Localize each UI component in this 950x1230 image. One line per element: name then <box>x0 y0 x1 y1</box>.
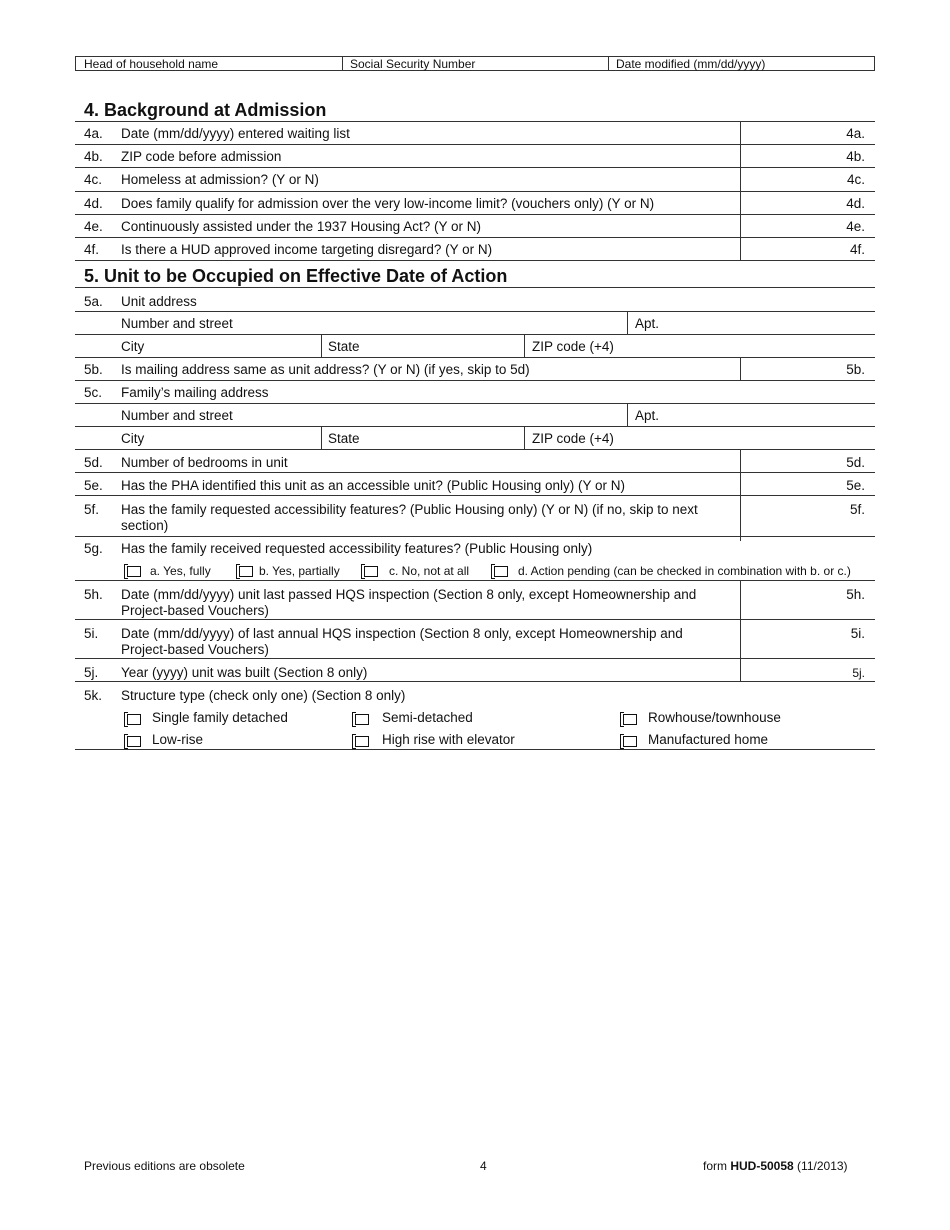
answer-field[interactable]: 4d. <box>846 196 865 211</box>
divider <box>75 536 875 537</box>
structure-type-label: Structure type (check only one) (Section 8 only) <box>121 688 406 703</box>
divider <box>75 357 875 358</box>
checkbox-semi-detached[interactable] <box>355 714 369 725</box>
row-number: 4a. <box>84 126 103 141</box>
answer-field[interactable]: 4c. <box>846 172 865 187</box>
row-number: 5b. <box>84 362 103 377</box>
bedrooms-field[interactable]: 5d. <box>846 455 865 470</box>
question-label: Continuously assisted under the 1937 Housing Act? (Y or N) <box>121 219 481 234</box>
unit-apt-field[interactable]: Apt. <box>635 316 660 331</box>
divider <box>75 495 875 496</box>
form-id: HUD-50058 <box>730 1159 794 1173</box>
row-number: 4d. <box>84 196 103 211</box>
unit-zip-field[interactable]: ZIP code (+4) <box>532 339 614 354</box>
unit-number-street-field[interactable]: Number and street <box>121 316 233 331</box>
row-number: 5g. <box>84 541 103 556</box>
mailing-zip-field[interactable]: ZIP code (+4) <box>532 431 614 446</box>
mailing-number-street-field[interactable]: Number and street <box>121 408 233 423</box>
divider <box>75 167 875 168</box>
divider <box>740 580 741 681</box>
divider <box>75 380 875 381</box>
accessibility-received-label: Has the family received requested accessibility features? (Public Housing only) <box>121 541 593 556</box>
checkbox-action-pending[interactable] <box>494 566 508 577</box>
hqs-passed-field[interactable]: 5h. <box>846 587 865 602</box>
answer-field[interactable]: 4a. <box>846 126 865 141</box>
row-number: 5c. <box>84 385 103 400</box>
year-built-field[interactable]: 5j. <box>852 666 865 680</box>
answer-field[interactable]: 4e. <box>846 219 865 234</box>
footer-obsolete-note: Previous editions are obsolete <box>84 1159 245 1173</box>
divider <box>627 403 628 426</box>
option-label: c. No, not at all <box>389 564 470 578</box>
divider <box>75 472 875 473</box>
divider <box>740 357 741 380</box>
mailing-state-field[interactable]: State <box>328 431 360 446</box>
divider <box>75 287 875 288</box>
row-number: 4b. <box>84 149 103 164</box>
mailing-city-field[interactable]: City <box>121 431 145 446</box>
head-of-household-field[interactable]: Head of household name <box>84 57 219 71</box>
hqs-passed-label: Date (mm/dd/yyyy) unit last passed HQS inspection (Section 8 only, except Homeownership and Project-based Vouchers) <box>121 587 697 618</box>
divider <box>75 449 875 450</box>
form-identifier <box>703 1158 848 1174</box>
option-label: a. Yes, fully <box>150 564 211 578</box>
checkbox-manufactured-home[interactable] <box>623 736 637 747</box>
divider <box>524 334 525 357</box>
option-label: Semi-detached <box>382 710 473 725</box>
option-label: Manufactured home <box>648 732 769 747</box>
divider <box>627 311 628 334</box>
mailing-same-field[interactable]: 5b. <box>846 362 865 377</box>
row-number: 5e. <box>84 478 103 493</box>
mailing-apt-field[interactable]: Apt. <box>635 408 660 423</box>
row-number: 5f. <box>84 502 100 517</box>
date-modified-field[interactable]: Date modified (mm/dd/yyyy) <box>616 57 766 71</box>
accessible-unit-field[interactable]: 5e. <box>846 478 865 493</box>
accessibility-requested-field[interactable]: 5f. <box>849 502 865 517</box>
row-number: 4c. <box>84 172 103 187</box>
question-label: Does family qualify for admission over the very low-income limit? (vouchers only) (Y or N) <box>121 196 655 211</box>
ssn-field[interactable]: Social Security Number <box>350 57 476 71</box>
mailing-address-label: Family’s mailing address <box>121 385 269 400</box>
answer-field[interactable]: 4f. <box>849 242 865 257</box>
divider <box>75 580 875 581</box>
divider <box>75 191 875 192</box>
divider <box>75 121 875 122</box>
divider <box>75 260 875 261</box>
option-label: Rowhouse/townhouse <box>648 710 781 725</box>
question-label: ZIP code before admission <box>121 149 282 164</box>
year-built-label: Year (yyyy) unit was built (Section 8 only) <box>121 665 368 680</box>
accessibility-requested-label: Has the family requested accessibility features? (Public Housing only) (Y or N) (if no, skip to next section) <box>121 502 698 533</box>
checkbox-yes-partially[interactable] <box>239 566 253 577</box>
divider <box>524 426 525 449</box>
checkbox-low-rise[interactable] <box>127 736 141 747</box>
bedrooms-label: Number of bedrooms in unit <box>121 455 288 470</box>
option-label: High rise with elevator <box>382 732 515 747</box>
option-label: d. Action pending (can be checked in combination with b. or c.) <box>518 564 851 578</box>
section-4-title: 4. Background at Admission <box>84 100 327 120</box>
page-number: 4 <box>480 1159 487 1173</box>
divider <box>321 426 322 449</box>
divider <box>75 749 875 750</box>
unit-city-field[interactable]: City <box>121 339 145 354</box>
checkbox-high-rise-elevator[interactable] <box>355 736 369 747</box>
form-date: (11/2013) <box>793 1159 848 1173</box>
divider <box>75 237 875 238</box>
mailing-same-label: Is mailing address same as unit address? (Y or N) (if yes, skip to 5d) <box>121 362 530 377</box>
divider <box>342 56 343 71</box>
divider <box>75 334 875 335</box>
option-label: Low-rise <box>152 732 204 747</box>
row-number: 5a. <box>84 294 103 309</box>
divider <box>75 426 875 427</box>
divider <box>608 56 609 71</box>
accessible-unit-label: Has the PHA identified this unit as an accessible unit? (Public Housing only) (Y or N) <box>121 478 626 493</box>
divider <box>75 214 875 215</box>
question-label: Date (mm/dd/yyyy) entered waiting list <box>121 126 350 141</box>
checkbox-no-not-at-all[interactable] <box>364 566 378 577</box>
checkbox-rowhouse-townhouse[interactable] <box>623 714 637 725</box>
question-label: Is there a HUD approved income targeting disregard? (Y or N) <box>121 242 493 257</box>
row-number: 4f. <box>84 242 100 257</box>
divider <box>75 403 875 404</box>
row-number: 5h. <box>84 587 103 602</box>
checkbox-yes-fully[interactable] <box>127 566 141 577</box>
answer-field[interactable]: 4b. <box>846 149 865 164</box>
question-label: Homeless at admission? (Y or N) <box>121 172 319 187</box>
row-number: 5i. <box>84 626 99 641</box>
section-5-title: 5. Unit to be Occupied on Effective Date of Action <box>84 266 508 286</box>
option-label: b. Yes, partially <box>259 564 340 578</box>
form-prefix: form <box>703 1159 731 1173</box>
divider <box>75 619 875 620</box>
unit-state-field[interactable]: State <box>328 339 360 354</box>
checkbox-single-family-detached[interactable] <box>127 714 141 725</box>
hqs-annual-field[interactable]: 5i. <box>850 626 865 641</box>
divider <box>75 681 875 682</box>
hqs-annual-label: Date (mm/dd/yyyy) of last annual HQS inspection (Section 8 only, except Homeownership and Project-based Vouchers) <box>121 626 683 657</box>
row-number: 5j. <box>84 665 99 680</box>
divider <box>75 311 875 312</box>
row-number: 5d. <box>84 455 103 470</box>
row-number: 5k. <box>84 688 103 703</box>
option-label: Single family detached <box>152 710 288 725</box>
divider <box>75 658 875 659</box>
divider <box>75 144 875 145</box>
divider <box>321 334 322 357</box>
unit-address-label: Unit address <box>121 294 197 309</box>
row-number: 4e. <box>84 219 103 234</box>
